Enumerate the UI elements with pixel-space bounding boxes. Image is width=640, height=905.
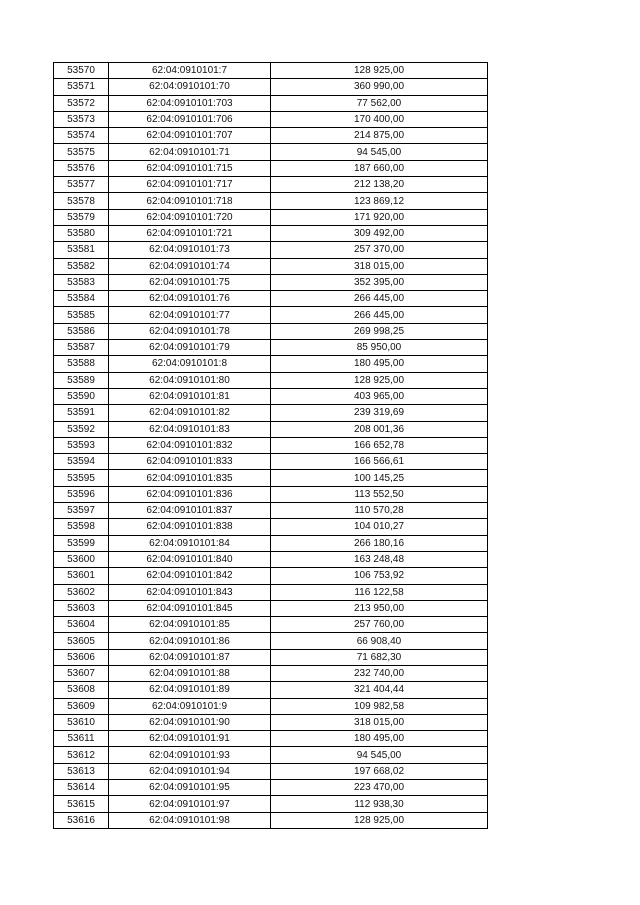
row-number-cell: 53577 [54, 177, 109, 193]
row-number-cell: 53615 [54, 796, 109, 812]
table-row [54, 568, 488, 584]
cadastral-value-cell: 239 319,69 [271, 405, 488, 421]
table-row [54, 812, 488, 828]
table-row [54, 796, 488, 812]
row-number-cell: 53570 [54, 63, 109, 79]
cadastral-value-cell: 170 400,00 [271, 111, 488, 127]
cadastral-value-cell: 128 925,00 [271, 63, 488, 79]
row-number-cell: 53613 [54, 763, 109, 779]
cadastral-value-cell: 309 492,00 [271, 225, 488, 241]
cadastral-number-cell: 62:04:0910101:78 [109, 323, 271, 339]
cadastral-value-cell: 77 562,00 [271, 95, 488, 111]
table-row [54, 682, 488, 698]
table-row [54, 356, 488, 372]
cadastral-value-cell: 257 370,00 [271, 242, 488, 258]
cadastral-value-cell: 266 180,16 [271, 535, 488, 551]
cadastral-number-cell: 62:04:0910101:86 [109, 633, 271, 649]
row-number-cell: 53586 [54, 323, 109, 339]
cadastral-number-cell: 62:04:0910101:93 [109, 747, 271, 763]
row-number-cell: 53603 [54, 600, 109, 616]
table-row [54, 535, 488, 551]
cadastral-number-cell: 62:04:0910101:90 [109, 714, 271, 730]
cadastral-number-cell: 62:04:0910101:71 [109, 144, 271, 160]
table-row [54, 209, 488, 225]
cadastral-number-cell: 62:04:0910101:74 [109, 258, 271, 274]
cadastral-number-cell: 62:04:0910101:703 [109, 95, 271, 111]
cadastral-value-cell: 123 869,12 [271, 193, 488, 209]
table-row [54, 323, 488, 339]
cadastral-number-cell: 62:04:0910101:7 [109, 63, 271, 79]
row-number-cell: 53589 [54, 372, 109, 388]
row-number-cell: 53582 [54, 258, 109, 274]
table-row [54, 193, 488, 209]
row-number-cell: 53581 [54, 242, 109, 258]
table-row [54, 274, 488, 290]
cadastral-number-cell: 62:04:0910101:88 [109, 665, 271, 681]
cadastral-value-cell: 71 682,30 [271, 649, 488, 665]
cadastral-value-table [53, 62, 488, 829]
cadastral-value-cell: 85 950,00 [271, 340, 488, 356]
cadastral-number-cell: 62:04:0910101:843 [109, 584, 271, 600]
row-number-cell: 53575 [54, 144, 109, 160]
table-row [54, 780, 488, 796]
cadastral-number-cell: 62:04:0910101:833 [109, 454, 271, 470]
cadastral-number-cell: 62:04:0910101:707 [109, 128, 271, 144]
cadastral-value-cell: 403 965,00 [271, 388, 488, 404]
cadastral-value-cell: 66 908,40 [271, 633, 488, 649]
row-number-cell: 53583 [54, 274, 109, 290]
cadastral-value-cell: 266 445,00 [271, 307, 488, 323]
cadastral-number-cell: 62:04:0910101:706 [109, 111, 271, 127]
cadastral-value-cell: 197 668,02 [271, 763, 488, 779]
cadastral-value-cell: 266 445,00 [271, 291, 488, 307]
cadastral-value-cell: 187 660,00 [271, 160, 488, 176]
cadastral-value-cell: 112 938,30 [271, 796, 488, 812]
cadastral-value-cell: 94 545,00 [271, 747, 488, 763]
cadastral-number-cell: 62:04:0910101:835 [109, 470, 271, 486]
cadastral-number-cell: 62:04:0910101:837 [109, 503, 271, 519]
cadastral-number-cell: 62:04:0910101:70 [109, 79, 271, 95]
row-number-cell: 53585 [54, 307, 109, 323]
cadastral-number-cell: 62:04:0910101:8 [109, 356, 271, 372]
row-number-cell: 53604 [54, 617, 109, 633]
table-row [54, 503, 488, 519]
row-number-cell: 53598 [54, 519, 109, 535]
cadastral-number-cell: 62:04:0910101:91 [109, 731, 271, 747]
table-row [54, 600, 488, 616]
cadastral-number-cell: 62:04:0910101:718 [109, 193, 271, 209]
row-number-cell: 53578 [54, 193, 109, 209]
cadastral-value-cell: 212 138,20 [271, 177, 488, 193]
table-row [54, 519, 488, 535]
row-number-cell: 53573 [54, 111, 109, 127]
cadastral-value-cell: 208 001,36 [271, 421, 488, 437]
cadastral-number-cell: 62:04:0910101:84 [109, 535, 271, 551]
table-row [54, 340, 488, 356]
cadastral-number-cell: 62:04:0910101:75 [109, 274, 271, 290]
table-row [54, 160, 488, 176]
table-row [54, 111, 488, 127]
table-row [54, 421, 488, 437]
row-number-cell: 53584 [54, 291, 109, 307]
table-row [54, 95, 488, 111]
cadastral-value-cell: 171 920,00 [271, 209, 488, 225]
table-row [54, 698, 488, 714]
cadastral-value-cell: 113 552,50 [271, 486, 488, 502]
row-number-cell: 53590 [54, 388, 109, 404]
cadastral-number-cell: 62:04:0910101:87 [109, 649, 271, 665]
cadastral-number-cell: 62:04:0910101:836 [109, 486, 271, 502]
row-number-cell: 53597 [54, 503, 109, 519]
cadastral-number-cell: 62:04:0910101:9 [109, 698, 271, 714]
row-number-cell: 53612 [54, 747, 109, 763]
table-row [54, 649, 488, 665]
cadastral-value-cell: 232 740,00 [271, 665, 488, 681]
row-number-cell: 53572 [54, 95, 109, 111]
table-row [54, 177, 488, 193]
row-number-cell: 53571 [54, 79, 109, 95]
cadastral-number-cell: 62:04:0910101:79 [109, 340, 271, 356]
table-row [54, 714, 488, 730]
cadastral-number-cell: 62:04:0910101:94 [109, 763, 271, 779]
row-number-cell: 53611 [54, 731, 109, 747]
cadastral-value-cell: 104 010,27 [271, 519, 488, 535]
row-number-cell: 53592 [54, 421, 109, 437]
row-number-cell: 53610 [54, 714, 109, 730]
row-number-cell: 53594 [54, 454, 109, 470]
cadastral-number-cell: 62:04:0910101:845 [109, 600, 271, 616]
cadastral-value-cell: 257 760,00 [271, 617, 488, 633]
table-row [54, 388, 488, 404]
table-row [54, 486, 488, 502]
cadastral-number-cell: 62:04:0910101:98 [109, 812, 271, 828]
cadastral-value-cell: 106 753,92 [271, 568, 488, 584]
cadastral-value-cell: 360 990,00 [271, 79, 488, 95]
row-number-cell: 53599 [54, 535, 109, 551]
cadastral-value-cell: 352 395,00 [271, 274, 488, 290]
row-number-cell: 53580 [54, 225, 109, 241]
table-row [54, 63, 488, 79]
cadastral-value-cell: 213 950,00 [271, 600, 488, 616]
row-number-cell: 53593 [54, 437, 109, 453]
cadastral-value-cell: 318 015,00 [271, 714, 488, 730]
cadastral-number-cell: 62:04:0910101:842 [109, 568, 271, 584]
row-number-cell: 53609 [54, 698, 109, 714]
cadastral-number-cell: 62:04:0910101:840 [109, 551, 271, 567]
cadastral-value-cell: 100 145,25 [271, 470, 488, 486]
table-row [54, 372, 488, 388]
table-row [54, 454, 488, 470]
cadastral-value-cell: 128 925,00 [271, 372, 488, 388]
row-number-cell: 53616 [54, 812, 109, 828]
cadastral-value-cell: 214 875,00 [271, 128, 488, 144]
cadastral-value-cell: 318 015,00 [271, 258, 488, 274]
cadastral-number-cell: 62:04:0910101:85 [109, 617, 271, 633]
table-row [54, 258, 488, 274]
cadastral-value-cell: 166 566,61 [271, 454, 488, 470]
row-number-cell: 53576 [54, 160, 109, 176]
cadastral-value-cell: 166 652,78 [271, 437, 488, 453]
row-number-cell: 53596 [54, 486, 109, 502]
cadastral-number-cell: 62:04:0910101:89 [109, 682, 271, 698]
row-number-cell: 53607 [54, 665, 109, 681]
cadastral-value-cell: 269 998,25 [271, 323, 488, 339]
row-number-cell: 53601 [54, 568, 109, 584]
table-row [54, 617, 488, 633]
table-row [54, 405, 488, 421]
table-row [54, 144, 488, 160]
row-number-cell: 53614 [54, 780, 109, 796]
cadastral-number-cell: 62:04:0910101:95 [109, 780, 271, 796]
table-row [54, 731, 488, 747]
table-row [54, 551, 488, 567]
table-row [54, 584, 488, 600]
cadastral-value-cell: 321 404,44 [271, 682, 488, 698]
cadastral-number-cell: 62:04:0910101:76 [109, 291, 271, 307]
table-row [54, 79, 488, 95]
row-number-cell: 53595 [54, 470, 109, 486]
row-number-cell: 53608 [54, 682, 109, 698]
row-number-cell: 53600 [54, 551, 109, 567]
cadastral-value-cell: 180 495,00 [271, 731, 488, 747]
cadastral-number-cell: 62:04:0910101:838 [109, 519, 271, 535]
cadastral-number-cell: 62:04:0910101:97 [109, 796, 271, 812]
cadastral-number-cell: 62:04:0910101:717 [109, 177, 271, 193]
cadastral-value-cell: 223 470,00 [271, 780, 488, 796]
row-number-cell: 53579 [54, 209, 109, 225]
cadastral-value-cell: 116 122,58 [271, 584, 488, 600]
cadastral-number-cell: 62:04:0910101:80 [109, 372, 271, 388]
cadastral-value-cell: 128 925,00 [271, 812, 488, 828]
table-row [54, 128, 488, 144]
table-row [54, 763, 488, 779]
table-row [54, 307, 488, 323]
cadastral-number-cell: 62:04:0910101:721 [109, 225, 271, 241]
cadastral-number-cell: 62:04:0910101:82 [109, 405, 271, 421]
cadastral-number-cell: 62:04:0910101:720 [109, 209, 271, 225]
cadastral-number-cell: 62:04:0910101:715 [109, 160, 271, 176]
cadastral-value-cell: 110 570,28 [271, 503, 488, 519]
table-row [54, 437, 488, 453]
cadastral-number-cell: 62:04:0910101:73 [109, 242, 271, 258]
cadastral-value-cell: 94 545,00 [271, 144, 488, 160]
table-row [54, 291, 488, 307]
table-row [54, 242, 488, 258]
cadastral-number-cell: 62:04:0910101:83 [109, 421, 271, 437]
table-row [54, 470, 488, 486]
table-body [54, 63, 488, 829]
table-row [54, 747, 488, 763]
row-number-cell: 53605 [54, 633, 109, 649]
table-row [54, 225, 488, 241]
table-row [54, 665, 488, 681]
cadastral-number-cell: 62:04:0910101:81 [109, 388, 271, 404]
row-number-cell: 53587 [54, 340, 109, 356]
cadastral-number-cell: 62:04:0910101:832 [109, 437, 271, 453]
table-row [54, 633, 488, 649]
row-number-cell: 53574 [54, 128, 109, 144]
row-number-cell: 53591 [54, 405, 109, 421]
row-number-cell: 53602 [54, 584, 109, 600]
cadastral-number-cell: 62:04:0910101:77 [109, 307, 271, 323]
cadastral-value-cell: 163 248,48 [271, 551, 488, 567]
row-number-cell: 53606 [54, 649, 109, 665]
cadastral-value-cell: 109 982,58 [271, 698, 488, 714]
cadastral-value-cell: 180 495,00 [271, 356, 488, 372]
row-number-cell: 53588 [54, 356, 109, 372]
